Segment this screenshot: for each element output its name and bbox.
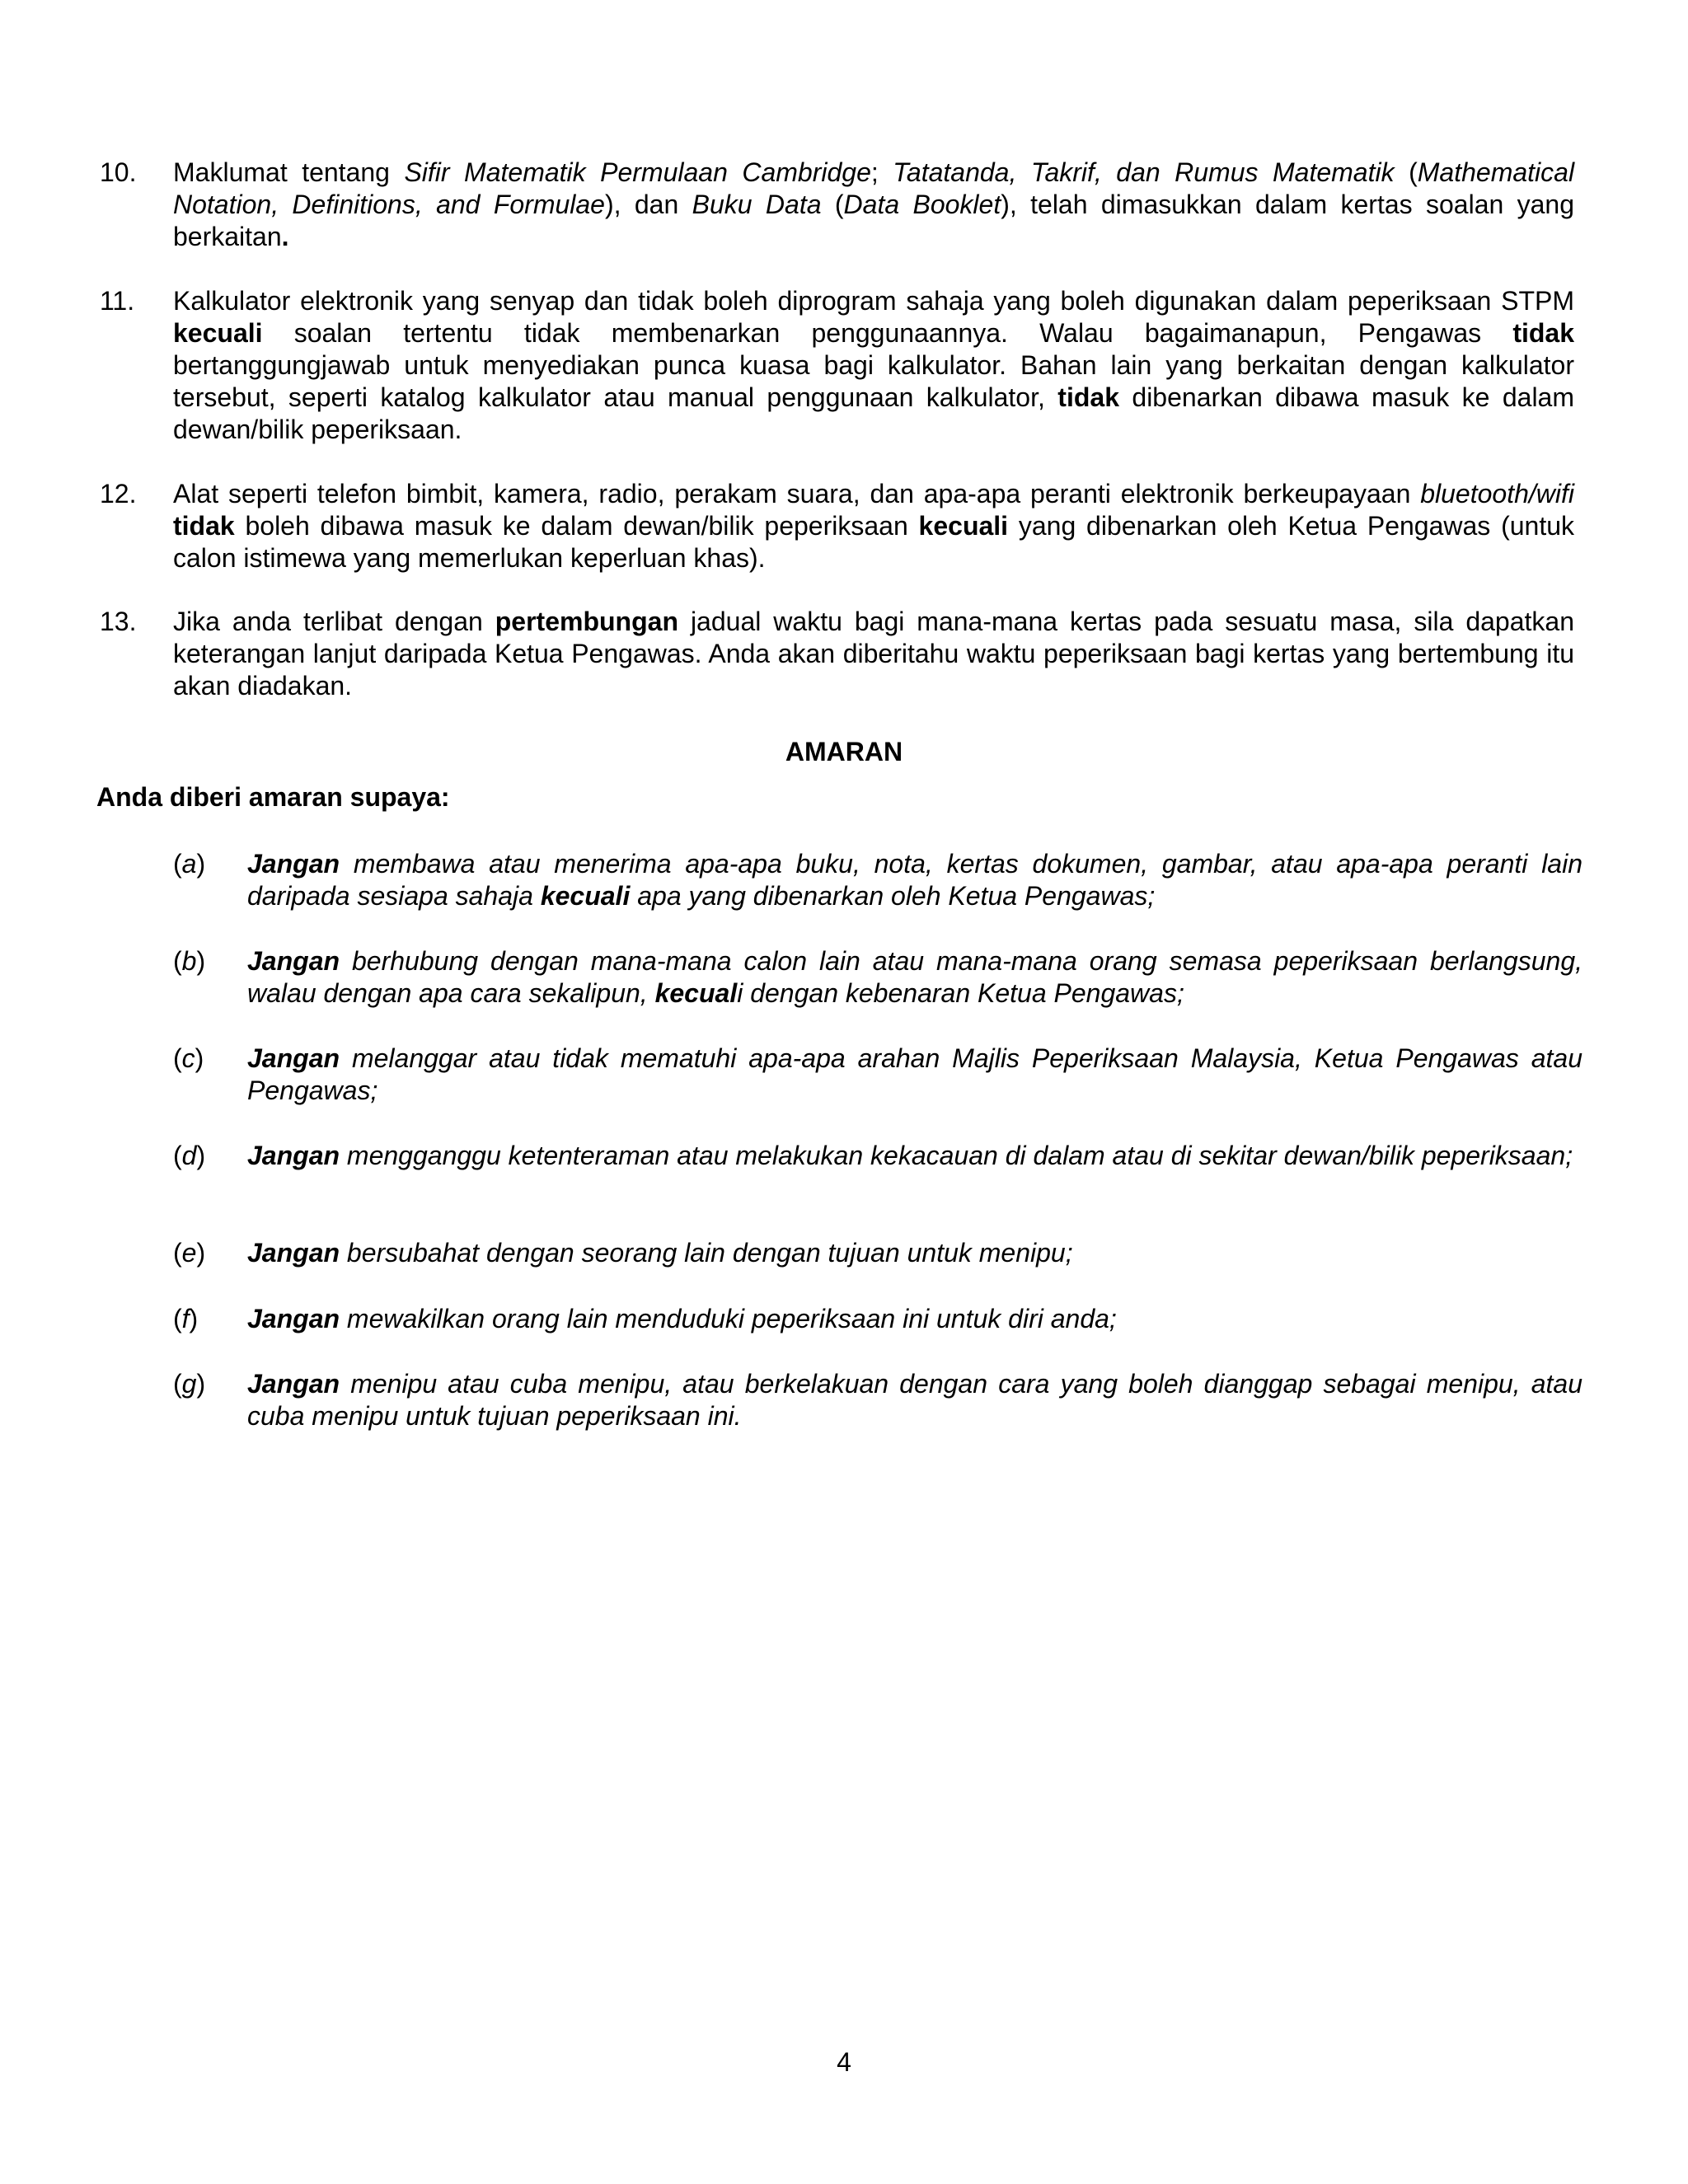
item-text — [247, 1237, 1582, 1269]
item-text — [173, 157, 1574, 253]
item-letter: (a) — [173, 849, 206, 879]
text-run: i dengan kebenaran Ketua Pengawas; — [737, 978, 1184, 1008]
italic-text: Sifir Matematik Permulaan Cambridge — [404, 157, 871, 187]
bold-text: Jangan — [247, 1304, 340, 1333]
page-number: 4 — [837, 2047, 851, 2077]
warning-item-d — [173, 1140, 1582, 1172]
warning-item-a — [173, 848, 1582, 912]
item-text — [247, 1368, 1582, 1432]
text-run: ), telah dimasukkan dalam kertas soalan yang berkaitan — [173, 190, 1575, 251]
bold-text: pertembungan — [495, 607, 678, 636]
warning-item-g — [173, 1368, 1582, 1432]
bold-text: . — [281, 222, 289, 251]
text-run: membawa atau menerima apa-apa buku, nota, kertas dokumen, gambar, atau apa-apa peranti lain daripada sesiapa sahaja — [247, 849, 1582, 911]
italic-text: Buku Data — [692, 190, 822, 219]
item-letter: (b) — [173, 946, 206, 976]
bold-text: tidak — [1057, 382, 1119, 412]
item-number: 11. — [100, 286, 135, 316]
text-run: ( — [1394, 157, 1418, 187]
item-text — [173, 606, 1574, 702]
item-number: 10. — [100, 157, 137, 187]
text-run: Kalkulator elektronik yang senyap dan tidak boleh diprogram sahaja yang boleh digunakan dalam peperiksaan STPM — [173, 286, 1574, 316]
warning-heading: AMARAN — [785, 737, 903, 766]
text-run: apa yang dibenarkan oleh Ketua Pengawas; — [630, 881, 1156, 911]
text-run: bertanggungjawab untuk menyediakan punca kuasa bagi kalkulator. Bahan lain yang berkaitan dengan kalkulator tersebut, seperti katalog kalkulator atau manual penggunaan kalkulator, — [173, 350, 1574, 412]
item-text — [247, 1140, 1582, 1172]
item-letter: (f) — [173, 1304, 199, 1333]
item-text — [247, 1303, 1582, 1335]
instruction-item-10 — [100, 157, 1583, 253]
bold-text: tidak — [1512, 318, 1574, 348]
item-letter: (c) — [173, 1043, 204, 1073]
item-letter: (e) — [173, 1238, 206, 1268]
text-run: Alat seperti telefon bimbit, kamera, radio, perakam suara, dan apa-apa peranti elektronik berkeupayaan — [173, 479, 1421, 509]
bold-text: tidak — [173, 511, 235, 541]
text-run: jadual waktu bagi mana-mana kertas pada sesuatu masa, sila dapatkan keterangan lanjut daripada Ketua Pengawas. Anda akan diberitahu waktu peperiksaan bagi kertas yang bertembung itu akan diadakan. — [173, 607, 1575, 701]
warning-intro: Anda diberi amaran supaya: — [96, 782, 450, 812]
text-run: menipu atau cuba menipu, atau berkelakuan dengan cara yang boleh dianggap sebagai menipu, atau cuba menipu untuk tujuan peperiksaan ini. — [247, 1369, 1582, 1431]
warning-item-e — [173, 1237, 1582, 1269]
text-run: mengganggu ketenteraman atau melakukan kekacauan di dalam atau di sekitar dewan/bilik peperiksaan; — [340, 1141, 1573, 1170]
bold-text: kecuali — [918, 511, 1009, 541]
text-run: boleh dibawa masuk ke dalam dewan/bilik peperiksaan — [234, 511, 919, 541]
italic-text: Data Booklet — [843, 190, 1001, 219]
bold-text: Jangan — [247, 1043, 340, 1073]
text-run: yang dibenarkan oleh Ketua Pengawas (untuk calon istimewa yang memerlukan keperluan khas). — [173, 511, 1575, 573]
bold-text: kecual — [654, 978, 738, 1008]
italic-text: bluetooth/wifi — [1420, 479, 1574, 509]
item-text — [247, 1043, 1582, 1107]
item-letter: (d) — [173, 1141, 206, 1170]
bold-text: Jangan — [247, 1141, 340, 1170]
text-run: dibenarkan dibawa masuk ke dalam dewan/bilik peperiksaan. — [173, 382, 1575, 444]
instruction-item-13 — [100, 606, 1583, 702]
bold-text: Jangan — [247, 1238, 340, 1268]
italic-text: Mathematical Notation, Definitions, and Formulae — [173, 157, 1575, 219]
bold-text: kecuali — [540, 881, 631, 911]
text-run: mewakilkan orang lain menduduki peperiksaan ini untuk diri anda; — [340, 1304, 1117, 1333]
item-text — [247, 945, 1582, 1010]
warning-item-c — [173, 1043, 1582, 1107]
item-number: 13. — [100, 607, 137, 636]
bold-text: kecuali — [173, 318, 263, 348]
text-run: ( — [821, 190, 844, 219]
item-letter: (g) — [173, 1369, 206, 1399]
item-text — [173, 285, 1574, 446]
instruction-item-11 — [100, 285, 1583, 446]
italic-text: Tatatanda, Takrif, dan Rumus Matematik — [893, 157, 1395, 187]
bold-text: Jangan — [247, 849, 340, 879]
text-run: melanggar atau tidak mematuhi apa-apa arahan Majlis Peperiksaan Malaysia, Ketua Pengawas atau Pengawas; — [247, 1043, 1582, 1105]
text-run: ), dan — [604, 190, 692, 219]
warning-item-f — [173, 1303, 1582, 1335]
bold-text: Jangan — [247, 946, 340, 976]
text-run: soalan tertentu tidak membenarkan penggunaannya. Walau bagaimanapun, Pengawas — [262, 318, 1513, 348]
warning-item-b — [173, 945, 1582, 1010]
text-run: Jika anda terlibat dengan — [173, 607, 495, 636]
text-run: Maklumat tentang — [173, 157, 405, 187]
item-number: 12. — [100, 479, 137, 509]
text-run: ; — [870, 157, 893, 187]
item-text — [247, 848, 1582, 912]
bold-text: Jangan — [247, 1369, 340, 1399]
instruction-item-12 — [100, 478, 1583, 574]
text-run: berhubung dengan mana-mana calon lain atau mana-mana orang semasa peperiksaan berlangsung, walau dengan apa cara sekalipun, — [247, 946, 1582, 1008]
item-text — [173, 478, 1574, 574]
text-run: bersubahat dengan seorang lain dengan tujuan untuk menipu; — [340, 1238, 1073, 1268]
